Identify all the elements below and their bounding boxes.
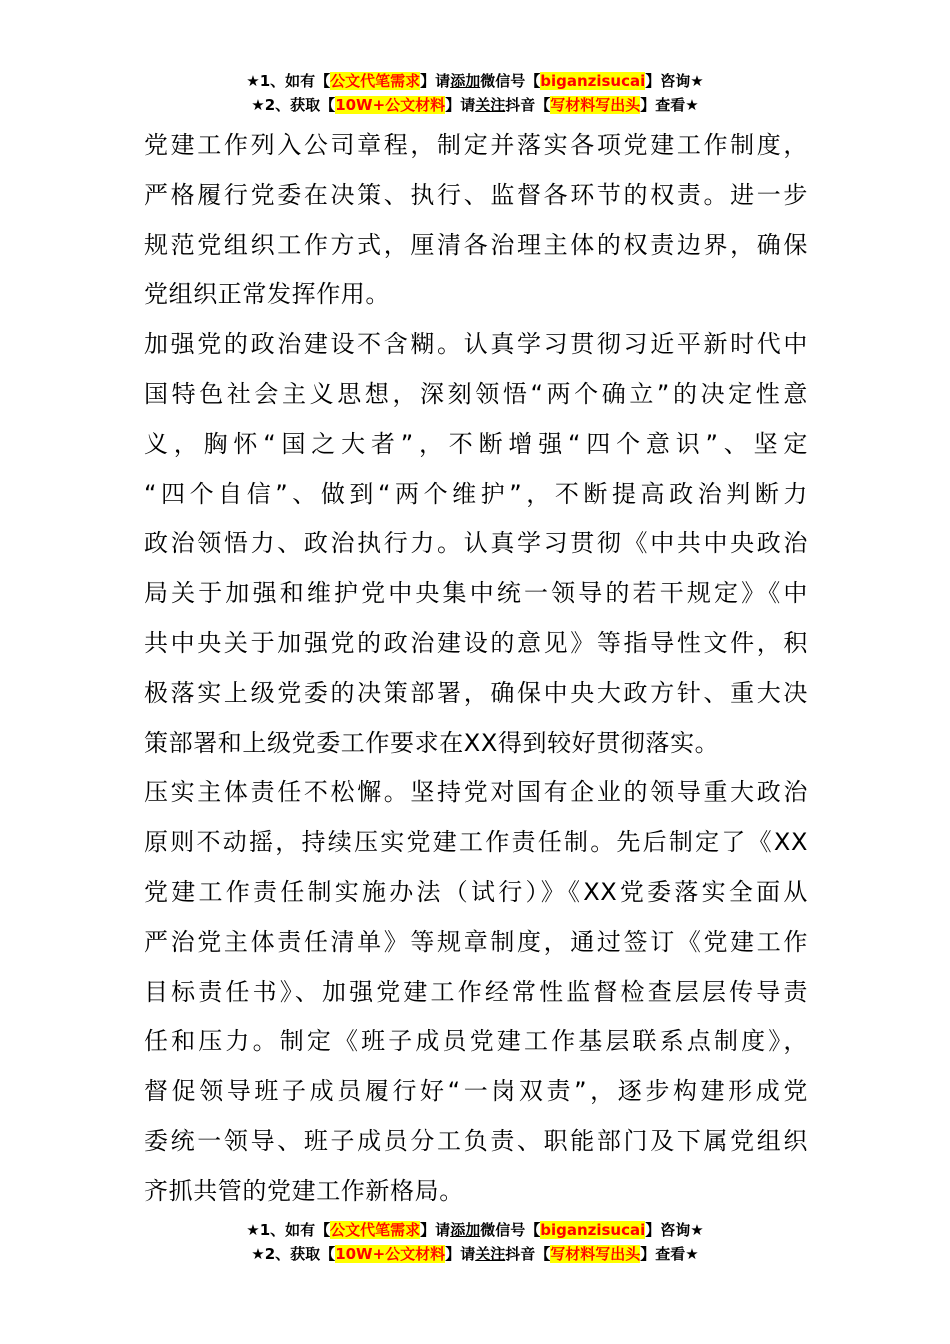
banner-line-1-mid: 】请 [420,72,451,90]
text-line: 极落实上级党委的决策部署，确保中央大政方针、重大决 [144,678,808,707]
banner-line-1-suffix: 】咨询★ [645,1221,704,1239]
text-line: 严格履行党委在决策、执行、监督各环节的权责。进一步 [144,180,808,209]
banner-line-1-underline: 添加 [450,72,481,90]
text-line: 目标责任书》、加强党建工作经常性监督检查层层传导责 [144,977,808,1006]
banner-line-2-suffix: 】查看★ [640,96,699,114]
footer-banner [0,1218,950,1266]
banner-line-1-mid2: 微信号【 [480,1221,541,1239]
banner-line-1-highlight-wechat: biganzisucai [540,1221,646,1239]
header-banner [0,69,950,117]
banner-line-2-mid: 】请 [445,96,476,114]
banner-line-2-prefix: ★2、获取【 [251,96,336,114]
document-body [144,121,808,1217]
paragraph-2 [144,320,808,768]
text-line: 督促领导班子成员履行好“一岗双责”，逐步构建形成党 [144,1077,808,1106]
text-line: 原则不动摇，持续压实党建工作责任制。先后制定了《XX [144,828,808,857]
banner-line-2-underline: 关注 [475,1245,506,1263]
banner-line-2-prefix: ★2、获取【 [251,1245,336,1263]
banner-line-2-mid2: 抖音【 [505,1245,551,1263]
banner-line-1-suffix: 】咨询★ [645,72,704,90]
banner-line-2-underline: 关注 [475,96,506,114]
banner-line-1-highlight-wechat: biganzisucai [540,72,646,90]
text-line: 党建工作列入公司章程，制定并落实各项党建工作制度， [144,131,808,159]
text-line: 齐抓共管的党建工作新格局。 [144,1176,464,1205]
banner-line-2-mid: 】请 [445,1245,476,1263]
banner-line-1-highlight-service: 公文代笔需求 [330,72,421,90]
paragraph-3 [144,768,808,1216]
text-line: 局关于加强和维护党中央集中统一领导的若干规定》《中 [144,579,808,608]
text-line: 义，胸怀“国之大者”，不断增强“四个意识”、坚定 [144,429,808,458]
text-line: 加强党的政治建设不含糊。认真学习贯彻习近平新时代中 [144,330,808,359]
text-line: 规范党组织工作方式，厘清各治理主体的权责边界，确保 [144,230,808,259]
text-line: 严治党主体责任清单》等规章制度，通过签订《党建工作 [144,927,808,956]
banner-line-1 [0,69,950,93]
text-line: 党组织正常发挥作用。 [144,280,390,309]
text-line: 国特色社会主义思想，深刻领悟“两个确立”的决定性意 [144,379,808,408]
text-line: 策部署和上级党委工作要求在XX得到较好贯彻落实。 [144,728,720,757]
banner-line-1 [0,1218,950,1242]
text-line: 委统一领导、班子成员分工负责、职能部门及下属党组织 [144,1126,808,1155]
banner-line-2-suffix: 】查看★ [640,1245,699,1263]
paragraph-1 [144,121,808,320]
text-line: “四个自信”、做到“两个维护”，不断提高政治判断力 [144,479,808,508]
banner-line-2-highlight-materials: 10W+公文材料 [335,1245,446,1263]
banner-line-2-mid2: 抖音【 [505,96,551,114]
banner-line-1-mid: 】请 [420,1221,451,1239]
text-line: 压实主体责任不松懈。坚持党对国有企业的领导重大政治 [144,778,808,807]
banner-line-2 [0,1242,950,1266]
banner-line-1-prefix: ★1、如有【 [246,72,331,90]
banner-line-1-underline: 添加 [450,1221,481,1239]
banner-line-1-mid2: 微信号【 [480,72,541,90]
banner-line-2-highlight-douyin: 写材料写出头 [550,96,641,114]
banner-line-1-highlight-service: 公文代笔需求 [330,1221,421,1239]
banner-line-2 [0,93,950,117]
text-line: 共中央关于加强党的政治建设的意见》等指导性文件，积 [144,628,808,657]
text-line: 政治领悟力、政治执行力。认真学习贯彻《中共中央政治 [144,529,808,558]
banner-line-2-highlight-douyin: 写材料写出头 [550,1245,641,1263]
banner-line-2-highlight-materials: 10W+公文材料 [335,96,446,114]
text-line: 党建工作责任制实施办法（试行）》《XX党委落实全面从 [144,877,808,906]
banner-line-1-prefix: ★1、如有【 [246,1221,331,1239]
text-line: 任和压力。制定《班子成员党建工作基层联系点制度》， [144,1027,808,1056]
